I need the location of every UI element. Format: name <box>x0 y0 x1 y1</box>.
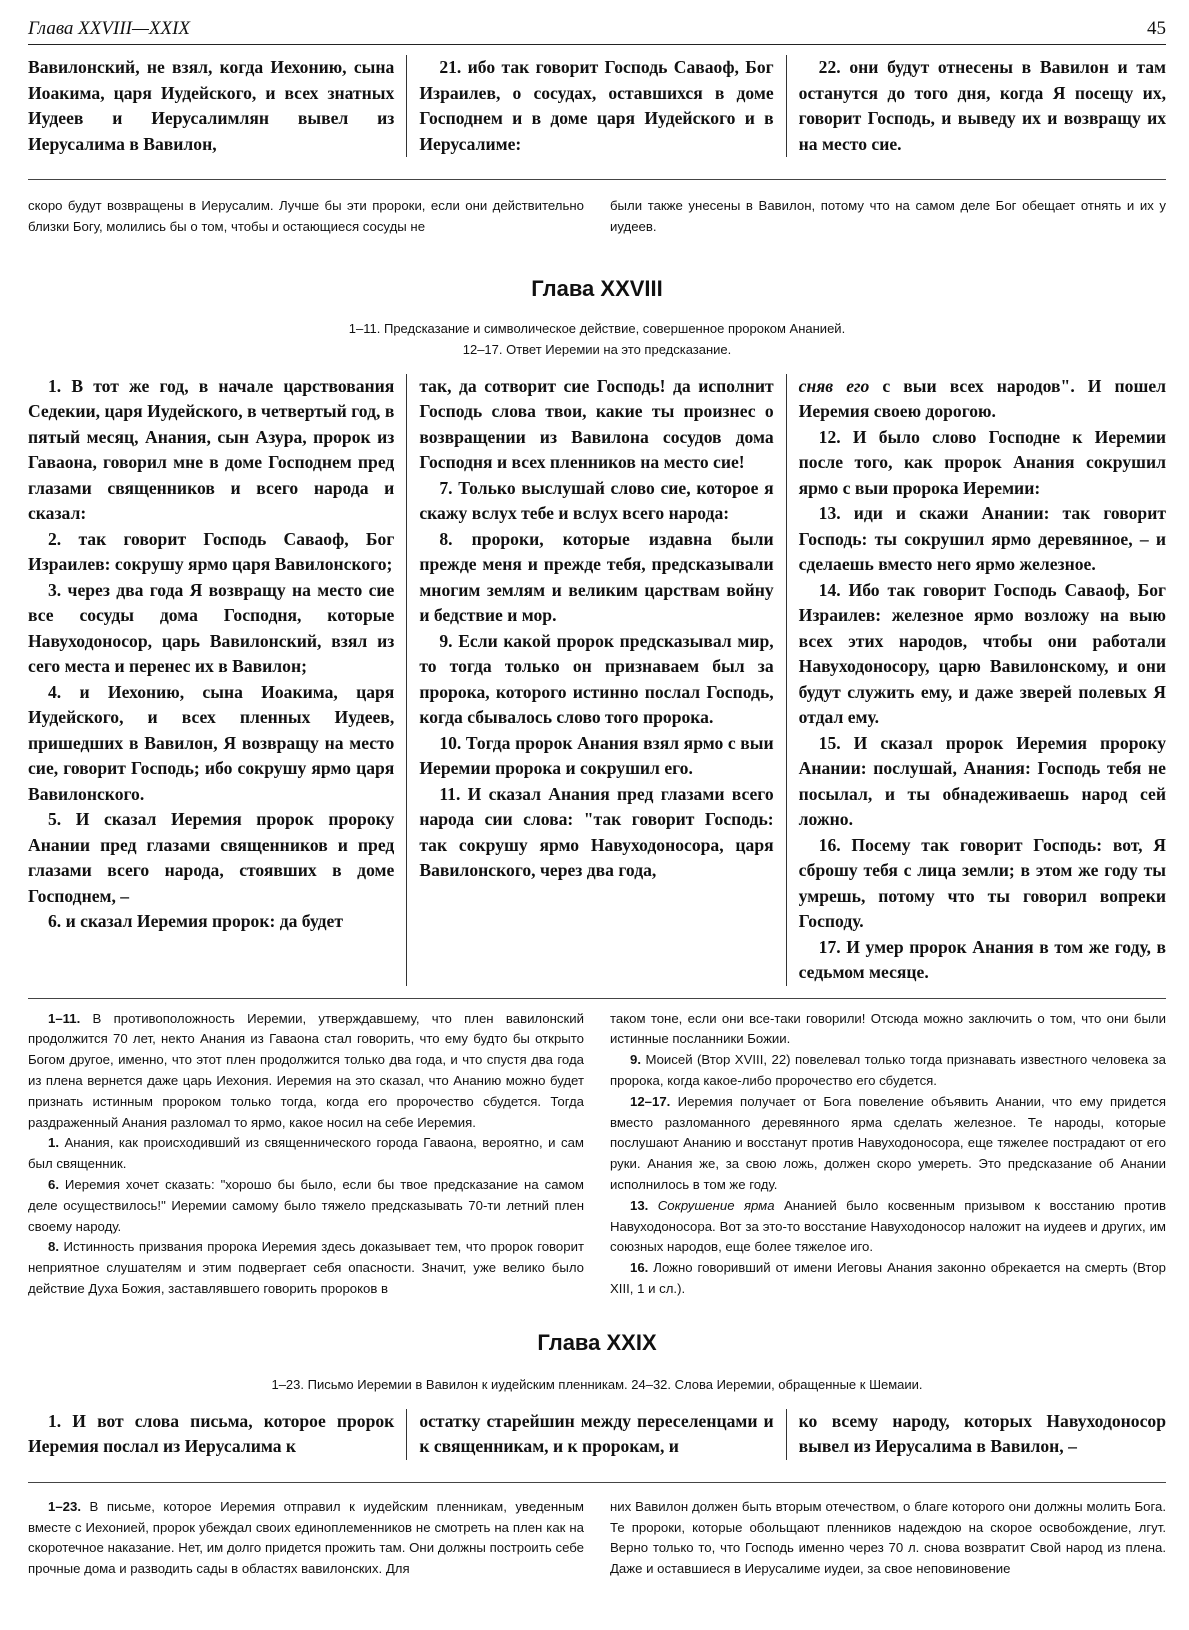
chapter-29-summary: 1–23. Письмо Иеремии в Вавилон к иудейским пленникам. 24–32. Слова Иеремии, обращенные к Шемаии. <box>271 1376 923 1392</box>
verse-text: 22. они будут отнесены в Вавилон и там останутся до того дня, когда Я посещу их, говорит Господь, и выведу их и возвращу их на место сие. <box>798 57 1166 154</box>
note-ref: 1. <box>48 1135 59 1151</box>
verse: 6. и сказал Иеремия пророк: да будет <box>48 911 343 932</box>
summary-line: 1–11. Предсказание и символическое действие, совершенное пророком Ананией. <box>348 320 846 336</box>
commentary-note <box>610 1092 1166 1196</box>
divider <box>28 998 1166 999</box>
verse: 11. И сказал Анания пред глазами всего народа сии слова: "так говорит Господь: так сокрушу ярмо Навуходоносора, царя Вавилонского, через два года, <box>419 783 774 881</box>
commentary-note <box>610 1258 1166 1300</box>
note-text: В противоположность Иеремии, утверждавшему, что плен вавилонский продолжится 70 лет, некто Анания из Гаваона стал говорить, что ему будто бы открыто Богом другое, именно, что этот плен продолжится только два года, и что спустя два года из плена вернется даже царь Иехония. Иеремия на это сказал, что Ананию можно будет признать истинным пророком только тогда, когда его пророчество сбудется. Тогда раздраженный Анания разломал то ярмо, какое носил на себе Иеремия. <box>28 1010 584 1130</box>
verse: 10. Тогда пророк Анания взял ярмо с выи Иеремии пророка и сокрушил его. <box>419 732 774 779</box>
chapter-28-commentary <box>28 1009 1166 1300</box>
note-ref: 1–23. <box>48 1498 82 1514</box>
verse-text: 21. ибо так говорит Господь Саваоф, Бог Израилев, о сосудах, оставшихся в доме Господнем и в доме царя Иудейского и в Иерусалиме: <box>419 57 774 154</box>
top-commentary <box>28 196 1166 238</box>
note-text: Моисей (Втор XVIII, 22) повелевал только тогда признавать известного человека за пророка, когда какое-либо пророчество его сбудется. <box>610 1052 1166 1088</box>
commentary-note <box>28 1175 584 1237</box>
text-column-3 <box>787 1409 1166 1460</box>
text-column-2 <box>407 55 786 157</box>
running-header <box>28 18 1166 45</box>
commentary-note <box>28 1237 584 1299</box>
note-ref: 9. <box>630 1052 641 1068</box>
commentary-left <box>28 1497 584 1580</box>
commentary-left <box>28 196 584 238</box>
note-text: В письме, которое Иеремия отправил к иудейским пленникам, уведенным вместе с Иехонией, пророк убеждал своих единоплеменников не смотреть на плен как на скоротечное наказание. Нет, им долго придется прожить там. Они должны построить себе прочные дома и разводить сады в областях вавилонских. Для <box>28 1498 584 1577</box>
chapter-28-text <box>28 374 1166 986</box>
divider <box>28 1482 1166 1483</box>
verse: 8. пророки, которые издавна были прежде меня и прежде тебя, предсказывали многим землям и великим царствам войну и бедствие и мор. <box>419 528 774 626</box>
verse <box>799 374 1166 425</box>
commentary-right <box>610 196 1166 238</box>
chapter-29-text <box>28 1409 1166 1460</box>
page-number: 45 <box>1147 18 1166 39</box>
text-column-3 <box>787 55 1166 157</box>
commentary-note <box>610 1196 1166 1258</box>
verse: 1. В тот же год, в начале царствования Седекии, царя Иудейского, в четвертый год, в пятый месяц, Анания, сын Азура, пророк из Гаваона, говорил мне в доме Господнем пред глазами священников и всего народа и сказал: <box>28 375 395 524</box>
commentary-note <box>28 1009 584 1134</box>
commentary-text: были также унесены в Вавилон, потому что на самом деле Бог обещает отнять и их у иудеев. <box>610 198 1166 234</box>
verse: 3. через два года Я возвращу на место сие все сосуды дома Господня, которые Навуходоносор, царь Вавилонский, взял из сего места и перенес их в Вавилон; <box>28 579 395 677</box>
page <box>28 18 1166 1580</box>
note-text: Истинность призвания пророка Иеремия здесь доказывает тем, что пророк говорит неприятное слушателям и этим подвергает себя опасности. Значит, уже велико было действие Духа Божия, заставлявшего говорить пророков в <box>28 1239 584 1296</box>
commentary-right <box>610 1009 1166 1300</box>
note-text: Ложно говоривший от имени Иеговы Анания законно обрекается на смерть (Втор XIII, 1 и сл.). <box>610 1260 1166 1296</box>
verse: 13. иди и скажи Анании: так говорит Господь: ты сокрушил ярмо деревянное, – и сделаешь вместо него ярмо железное. <box>798 503 1166 575</box>
verse: ко всему народу, которых Навуходоносор вывел из Иерусалима в Вавилон, – <box>798 1410 1166 1457</box>
verse: 7. Только выслушай слово сие, которое я скажу вслух тебе и вслух всего народа: <box>419 477 774 524</box>
verse: 12. И было слово Господне к Иеремии после того, как пророк Анания сокрушил ярмо с выи пророка Иеремии: <box>798 426 1166 498</box>
note-ref: 6. <box>48 1176 59 1192</box>
note-ref: 13. <box>630 1197 649 1213</box>
chapter-29-commentary <box>28 1497 1166 1580</box>
note-text: Иеремия хочет сказать: "хорошо бы было, если бы твое предсказание на самом деле осуществилось!" Иеремии самому было тяжело предсказывать 70-ти летний плен своему народу. <box>28 1176 584 1234</box>
verse: 17. И умер пророк Анания в том же году, в седьмом месяце. <box>798 936 1166 983</box>
commentary-note: таком тоне, если они все-таки говорили! Отсюда можно заключить о том, что они были истинные посланники Божии. <box>610 1010 1166 1047</box>
commentary-note: них Вавилон должен быть вторым отечеством, о благе которого они должны молить Бога. Те пророки, которые обольщают пленников надеждою на скорое освобождение, лгут. Верно только то, что Господь именно через 70 л. снова возвратит Свой народ из плена. Даже и оставшиеся в Иерусалиме иудеи, за свое неповиновение <box>610 1498 1166 1577</box>
note-text: Иеремия получает от Бога повеление объявить Анании, что ему придется вместо разломанного деревянного ярма сделать железное. Те народы, которые послушают Ананию и восстанут против Навуходоносора, еще тяжелее пострадают от его руки. Анания же, за свою ложь, должен скоро умереть. Это предсказание об Анании исполнилось в том же году. <box>610 1093 1166 1192</box>
text-column-2 <box>407 1409 786 1460</box>
note-text: Ананией было косвенным призывом к восстанию против Навуходоносора. Вот за это-то восстание Навуходоносор наложит на иудеев и других, им союзных народов, еще более тяжелое иго. <box>610 1197 1166 1255</box>
note-ref: 8. <box>48 1239 59 1255</box>
text-column-1 <box>28 1409 407 1460</box>
commentary-note <box>28 1133 584 1175</box>
text-column-2 <box>407 374 786 986</box>
note-ref: 12–17. <box>630 1093 671 1109</box>
commentary-text: скоро будут возвращены в Иерусалим. Лучше бы эти пророки, если они действительно близки Богу, молились бы о том, чтобы и остающиеся сосуды не <box>28 198 584 234</box>
verse: 1. И вот слова письма, которое пророк Иеремия послал из Иерусалима к <box>28 1410 395 1457</box>
note-ref: 16. <box>630 1260 649 1276</box>
note-text: Анания, как происходивший из священнического города Гаваона, вероятно, и сам был священник. <box>28 1135 584 1172</box>
note-ref: 1–11. <box>48 1010 81 1026</box>
commentary-right <box>610 1497 1166 1580</box>
divider <box>28 179 1166 180</box>
chapter-28-title: Глава XXVIII <box>531 275 663 301</box>
chapter-29-title: Глава XXIX <box>537 1329 657 1355</box>
text-column-1 <box>28 55 407 157</box>
verse: 5. И сказал Иеремия пророк пророку Анании пред глазами священников и пред глазами всего народа, стоявших в доме Господнем, – <box>28 809 395 906</box>
verse: 14. Ибо так говорит Господь Саваоф, Бог Израилев: железное ярмо возложу на выю всех этих народов, чтобы они работали Навуходоносору, царю Вавилонскому, и они будут служить ему, и даже зверей полевых Я отдал ему. <box>798 579 1166 728</box>
commentary-note <box>610 1050 1166 1092</box>
text-column-1 <box>28 374 407 986</box>
text-column-3 <box>787 374 1166 986</box>
commentary-note <box>28 1497 584 1580</box>
italic-phrase: Сокрушение ярма <box>648 1197 775 1213</box>
italic-phrase: сняв его <box>798 375 870 396</box>
verse-text: Вавилонский, не взял, когда Иехонию, сына Иоакима, царя Иудейского, и всех знатных Иудеев и Иерусалимлян вывел из Иерусалима в Вавилон, <box>28 57 395 154</box>
verse: так, да сотворит сие Господь! да исполнит Господь слова твои, какие ты произнес о возвращении из Вавилона сосудов дома Господня и всех пленников на место сие! <box>419 375 774 473</box>
verse: 16. Посему так говорит Господь: вот, Я сброшу тебя с лица земли; в этом же году ты умрешь, потому что ты говорил вопреки Господу. <box>798 834 1166 932</box>
commentary-left <box>28 1009 584 1300</box>
verse-text: с выи всех народов". И пошел Иеремия своею дорогою. <box>798 375 1167 422</box>
verse: остатку старейшин между переселенцами и к священникам, и к пророкам, и <box>419 1410 774 1457</box>
verse: 2. так говорит Господь Саваоф, Бог Израилев: сокрушу ярмо царя Вавилонского; <box>28 528 395 575</box>
summary-line: 12–17. Ответ Иеремии на это предсказание. <box>462 341 732 357</box>
top-text-columns <box>28 55 1166 157</box>
verse: 4. и Иехонию, сына Иоакима, царя Иудейского, и всех пленных Иудеев, пришедших в Вавилон, Я возвращу на место сие, говорит Господь; ибо сокрушу ярмо царя Вавилонского. <box>28 681 395 804</box>
verse: 9. Если какой пророк предсказывал мир, то тогда только он признаваем был за пророка, которого истинно послал Господь, когда сбывалось слово того пророка. <box>419 630 774 728</box>
chapter-28-summary <box>28 318 1166 360</box>
verse: 15. И сказал пророк Иеремия пророку Анании: послушай, Анания: Господь тебя не посылал, и ты обнадеживаешь народ сей ложно. <box>798 732 1166 830</box>
running-title: Глава XXVIII—XXIX <box>28 18 191 39</box>
